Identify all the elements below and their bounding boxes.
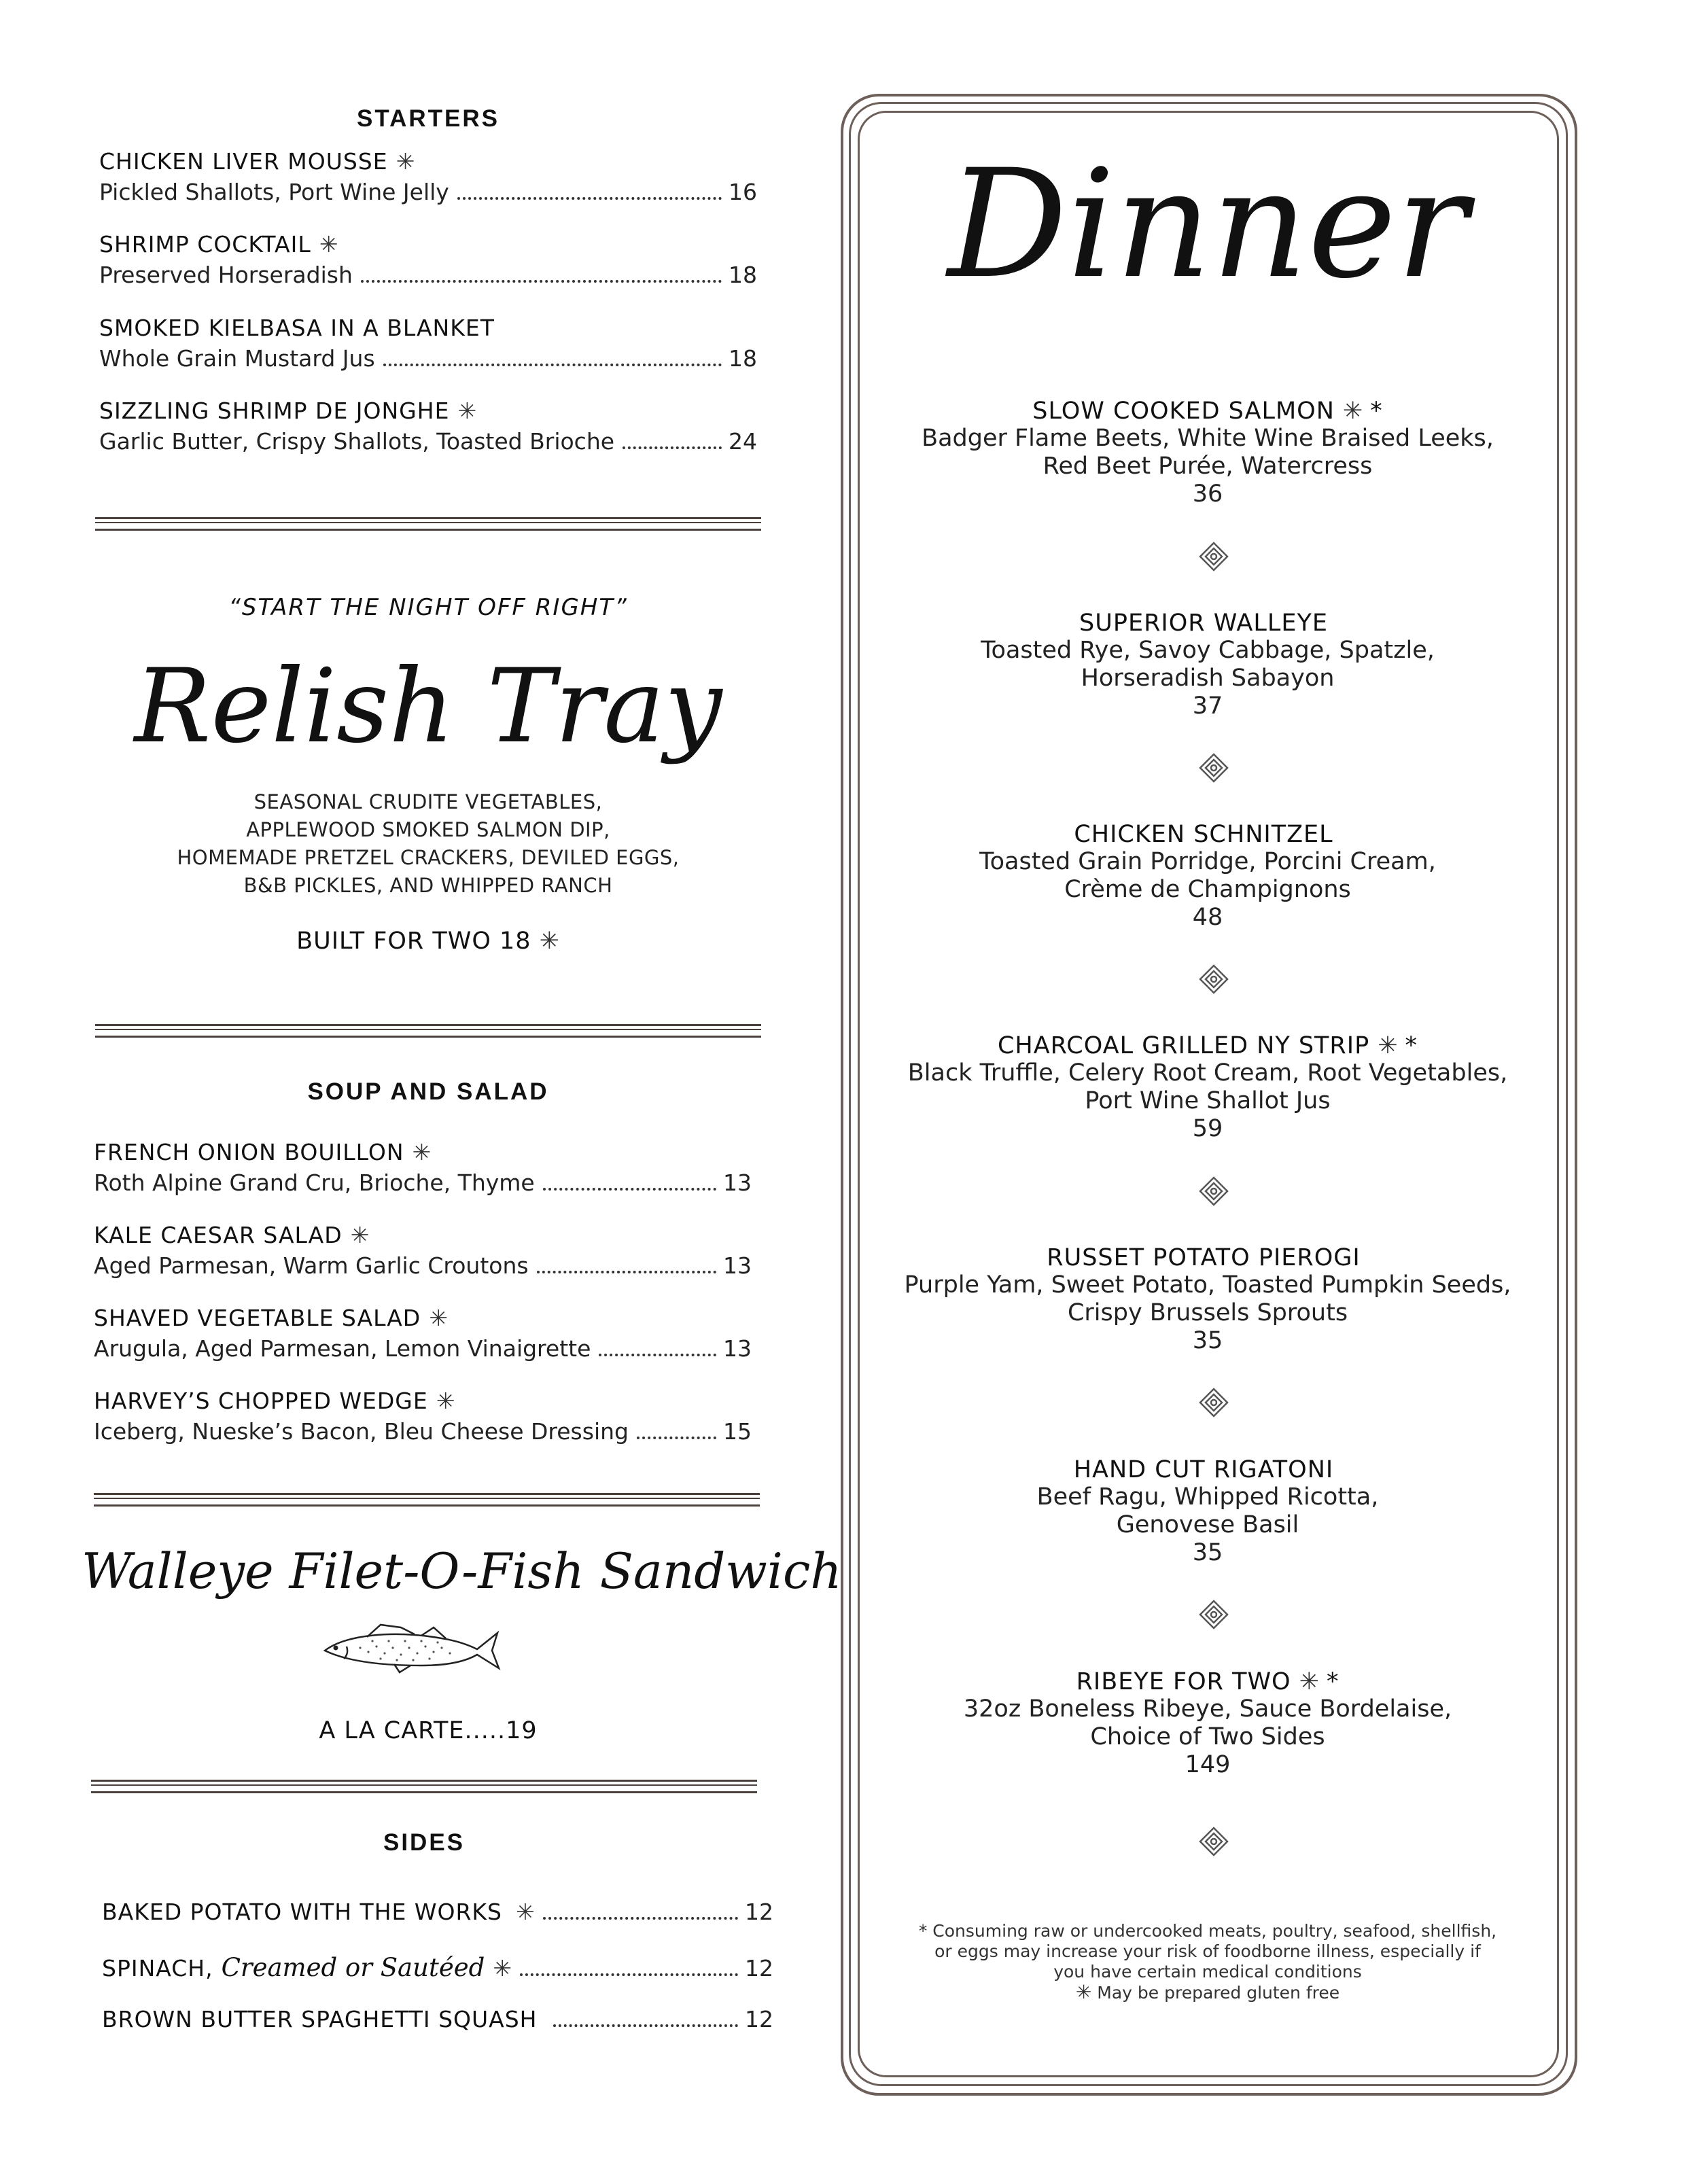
gluten-free-icon: ✳ <box>1378 1032 1399 1059</box>
item-description: Whole Grain Mustard Jus <box>99 345 375 372</box>
dish-description: Crème de Champignons <box>1064 876 1351 903</box>
dot-leader <box>361 279 722 283</box>
dish-description: Horseradish Sabayon <box>1081 665 1335 692</box>
item-name: SMOKED KIELBASA IN A BLANKET <box>99 315 495 341</box>
item-price: 24 <box>729 428 757 455</box>
relish-line: B&B PICKLES, AND WHIPPED RANCH <box>243 874 613 897</box>
item-name: FRENCH ONION BOUILLON <box>94 1139 404 1165</box>
item-name: KALE CAESAR SALAD <box>94 1222 343 1248</box>
menu-item <box>94 1305 752 1362</box>
menu-item <box>102 2006 773 2032</box>
gluten-free-icon: ✳ <box>515 1899 535 1925</box>
diamond-ornament-icon <box>1199 1827 1229 1856</box>
sandwich-price: A LA CARTE.....19 <box>319 1717 538 1744</box>
menu-item <box>102 1953 773 1982</box>
gluten-free-icon: ✳ <box>319 231 339 258</box>
dish <box>858 398 1558 508</box>
relish-tagline: “START THE NIGHT OFF RIGHT” <box>228 594 628 621</box>
dish <box>858 1244 1558 1355</box>
dish-description: Toasted Rye, Savoy Cabbage, Spatzle, <box>981 637 1435 664</box>
raw-warning-mark: * <box>1326 1668 1339 1695</box>
dish-description: Toasted Grain Porridge, Porcini Cream, <box>979 848 1436 875</box>
section-divider <box>94 1493 760 1507</box>
dish <box>858 821 1558 932</box>
gluten-free-icon: ✳ <box>350 1222 370 1248</box>
dish-name: RUSSET POTATO PIEROGI <box>1047 1244 1361 1271</box>
dish <box>858 1032 1558 1143</box>
item-price: 13 <box>723 1169 752 1196</box>
sides-heading: SIDES <box>383 1829 466 1856</box>
dish-description: Choice of Two Sides <box>1090 1723 1325 1750</box>
dish-price: 35 <box>1192 1327 1223 1354</box>
item-description: Aged Parmesan, Warm Garlic Croutons <box>94 1252 529 1279</box>
item-price: 18 <box>729 345 757 372</box>
menu-item <box>94 1139 752 1196</box>
diamond-ornament-icon <box>1199 753 1229 783</box>
dish-description: Purple Yam, Sweet Potato, Toasted Pumpkin Seeds, <box>904 1271 1511 1299</box>
dot-leader <box>457 196 722 200</box>
item-description: Preserved Horseradish <box>99 262 353 288</box>
dot-leader <box>520 1973 738 1976</box>
sandwich-title: Walleye Filet-O-Fish Sandwich <box>82 1543 842 1600</box>
dinner-title: Dinner <box>947 137 1468 311</box>
dish-name: RIBEYE FOR TWO <box>1076 1668 1291 1695</box>
dish-price: 35 <box>1192 1539 1223 1566</box>
item-description: Garlic Butter, Crispy Shallots, Toasted Brioche <box>99 428 615 455</box>
gluten-free-icon: ✳ <box>436 1388 456 1414</box>
menu-item <box>99 231 757 288</box>
dish-price: 37 <box>1192 692 1223 720</box>
relish-title: Relish Tray <box>134 648 722 766</box>
dish-price: 36 <box>1192 480 1223 508</box>
section-divider <box>95 1024 761 1038</box>
diamond-ornament-icon <box>1199 1600 1229 1630</box>
dish <box>858 1456 1558 1567</box>
item-name: BROWN BUTTER SPAGHETTI SQUASH <box>102 2006 538 2032</box>
gluten-free-icon: ✳ <box>412 1139 432 1165</box>
menu-item <box>94 1388 752 1445</box>
gluten-free-icon: ✳ <box>457 398 478 424</box>
relish-built-for-two: BUILT FOR TWO 18 <box>296 928 531 955</box>
relish-line: SEASONAL CRUDITE VEGETABLES, <box>253 790 603 813</box>
dot-leader <box>537 1270 716 1273</box>
dish-description: 32oz Boneless Ribeye, Sauce Bordelaise, <box>963 1695 1452 1723</box>
raw-warning-mark: * <box>1370 398 1383 425</box>
gluten-free-icon: ✳ <box>539 928 560 955</box>
item-description: Iceberg, Nueske’s Bacon, Bleu Cheese Dressing <box>94 1418 629 1445</box>
item-script-note: Creamed or Sautéed <box>221 1953 485 1982</box>
item-price: 15 <box>723 1418 752 1445</box>
item-name: SHAVED VEGETABLE SALAD <box>94 1305 421 1331</box>
item-price: 18 <box>729 262 757 288</box>
dish-name: HAND CUT RIGATONI <box>1073 1456 1334 1483</box>
dish-name: SLOW COOKED SALMON <box>1032 398 1335 425</box>
diamond-ornament-icon <box>1199 1388 1229 1417</box>
raw-warning-mark: * <box>1405 1032 1418 1059</box>
diamond-ornament-icon <box>1199 964 1229 994</box>
dish <box>858 610 1558 720</box>
dot-leader <box>623 446 722 449</box>
dish <box>858 1668 1558 1779</box>
gluten-free-icon: ✳ <box>396 148 416 175</box>
fish-icon <box>319 1621 503 1675</box>
gluten-free-icon: ✳ <box>1342 398 1364 425</box>
item-price: 12 <box>745 1955 773 1982</box>
footnote-line: * Consuming raw or undercooked meats, poultry, seafood, shellfish, <box>918 1921 1497 1941</box>
dot-leader <box>599 1353 716 1356</box>
item-description: Roth Alpine Grand Cru, Brioche, Thyme <box>94 1169 535 1196</box>
dish-price: 48 <box>1192 904 1223 931</box>
item-description: Arugula, Aged Parmesan, Lemon Vinaigrette <box>94 1335 591 1362</box>
gluten-free-icon: ✳ <box>1299 1668 1320 1695</box>
item-name: CHICKEN LIVER MOUSSE <box>99 148 388 175</box>
dish-name: SUPERIOR WALLEYE <box>1079 610 1328 637</box>
relish-price <box>95 928 761 955</box>
menu-item <box>99 148 757 205</box>
menu-item <box>99 315 757 372</box>
section-divider <box>91 1780 757 1793</box>
dot-leader <box>553 2024 738 2027</box>
item-name: SIZZLING SHRIMP DE JONGHE <box>99 398 450 424</box>
dot-leader <box>637 1436 716 1439</box>
soup-salad-heading: SOUP AND SALAD <box>307 1078 549 1105</box>
dish-description: Crispy Brussels Sprouts <box>1067 1299 1348 1326</box>
dish-description: Port Wine Shallot Jus <box>1085 1087 1331 1114</box>
menu-item <box>99 398 757 455</box>
dish-name: CHICKEN SCHNITZEL <box>1074 821 1333 848</box>
dish-price: 59 <box>1192 1115 1223 1142</box>
item-price: 13 <box>723 1335 752 1362</box>
dinner-footnote <box>858 1921 1558 2003</box>
relish-description <box>95 788 761 900</box>
item-description: Pickled Shallots, Port Wine Jelly <box>99 179 449 205</box>
dish-description: Red Beet Purée, Watercress <box>1043 453 1373 480</box>
menu-item <box>102 1899 773 1925</box>
relish-line: APPLEWOOD SMOKED SALMON DIP, <box>246 818 610 841</box>
footnote-line: or eggs may increase your risk of foodborne illness, especially if <box>934 1941 1481 1961</box>
dish-price: 149 <box>1185 1751 1231 1778</box>
footnote-line: you have certain medical conditions <box>1053 1962 1362 1982</box>
dish-description: Badger Flame Beets, White Wine Braised Leeks, <box>922 425 1494 452</box>
dish-name: CHARCOAL GRILLED NY STRIP <box>997 1032 1370 1059</box>
item-price: 16 <box>729 179 757 205</box>
item-price: 12 <box>745 1899 773 1925</box>
dot-leader <box>383 363 722 366</box>
dish-description: Genovese Basil <box>1116 1511 1299 1538</box>
section-divider <box>95 517 761 531</box>
item-name: HARVEY’S CHOPPED WEDGE <box>94 1388 428 1414</box>
item-price: 12 <box>745 2006 773 2032</box>
starters-heading: STARTERS <box>356 105 500 132</box>
dish-description: Black Truffle, Celery Root Cream, Root Vegetables, <box>907 1059 1508 1087</box>
dish-description: Beef Ragu, Whipped Ricotta, <box>1036 1483 1379 1511</box>
relish-line: HOMEMADE PRETZEL CRACKERS, DEVILED EGGS, <box>177 846 680 869</box>
dot-leader <box>543 1187 716 1191</box>
gluten-free-note: May be prepared gluten free <box>1097 1983 1340 2003</box>
menu-item <box>94 1222 752 1279</box>
diamond-ornament-icon <box>1199 1176 1229 1206</box>
item-price: 13 <box>723 1252 752 1279</box>
dot-leader <box>543 1916 738 1920</box>
item-name: BAKED POTATO WITH THE WORKS <box>102 1899 502 1925</box>
item-name: SPINACH, <box>102 1955 213 1982</box>
gluten-free-icon: ✳ <box>429 1305 449 1331</box>
diamond-ornament-icon <box>1199 542 1229 571</box>
gluten-free-icon: ✳ <box>1075 1981 1092 2003</box>
gluten-free-icon: ✳ <box>493 1955 512 1982</box>
item-name: SHRIMP COCKTAIL <box>99 231 311 258</box>
